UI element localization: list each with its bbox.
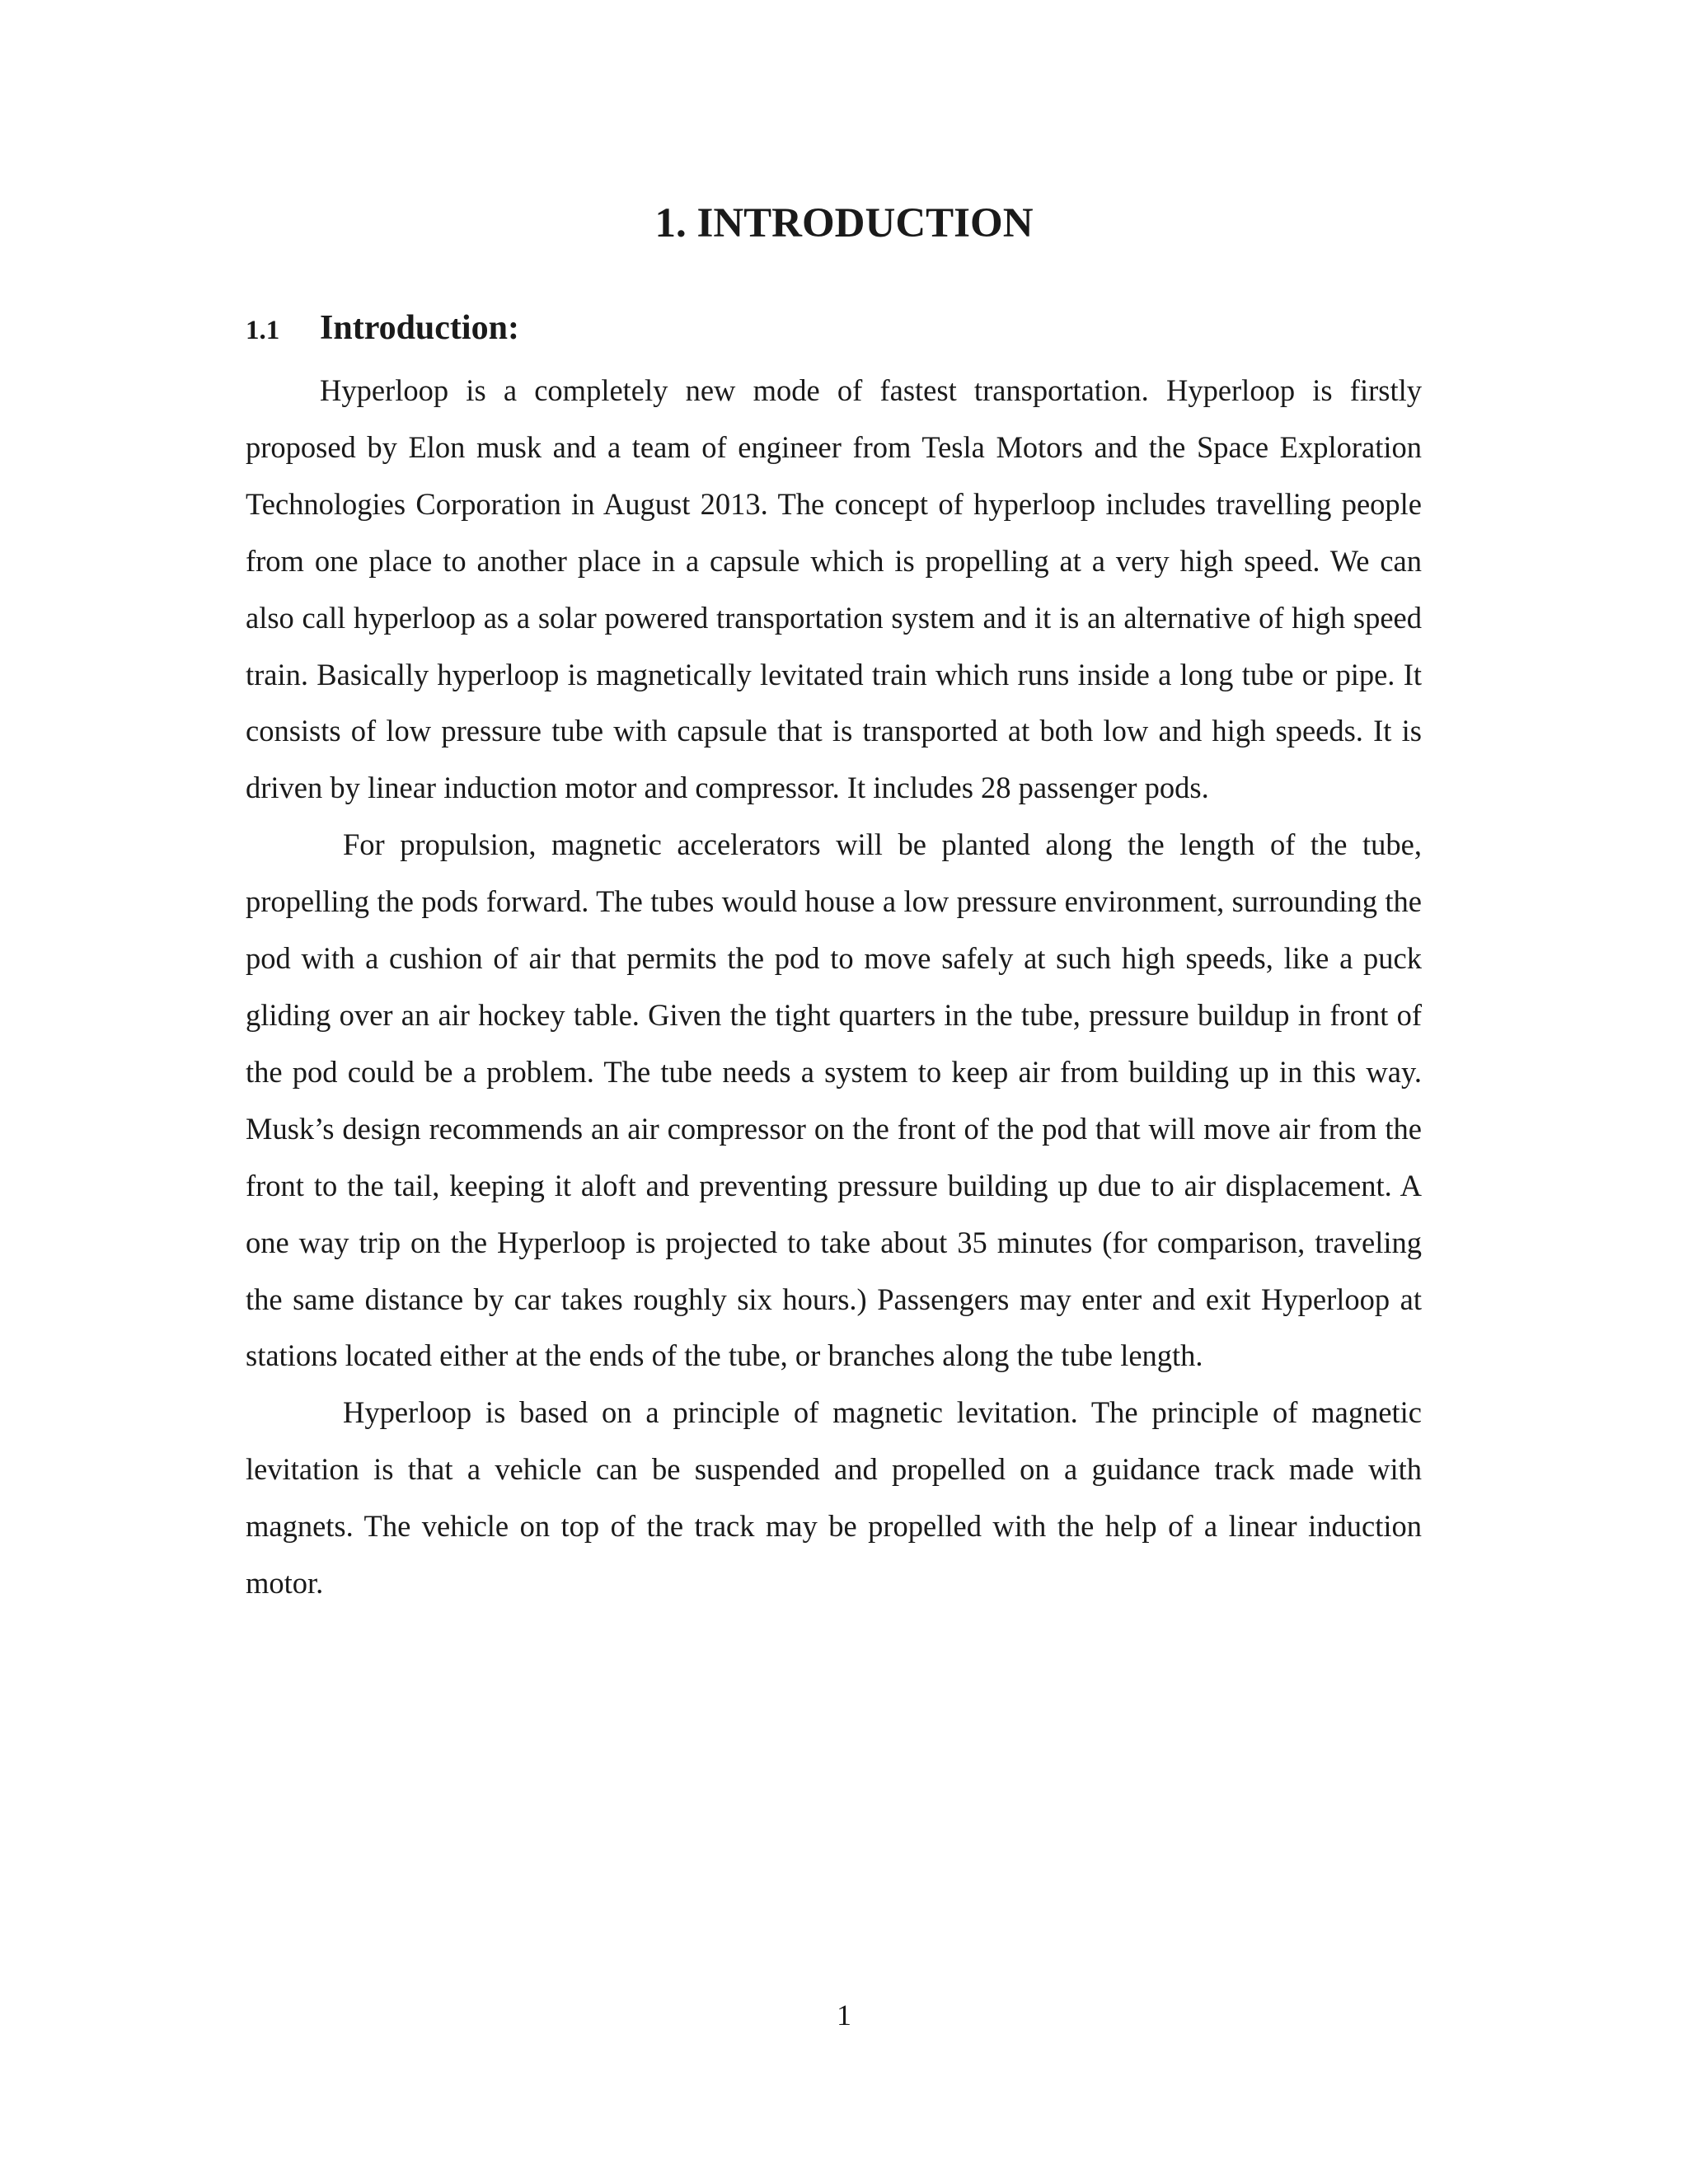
page-number: 1 — [837, 1999, 851, 2032]
paragraph-hyperloop-overview: Hyperloop is a completely new mode of fastest transportation. Hyperloop is firstly proposed by Elon musk and a team of engineer from Tesla Motors and the Space Exploration Technologies Corporation in August 2013. The concept of hyperloop includes travelling people from one place to another place in a capsule which is propelling at a very high speed. We can also call hyperloop as a solar powered transportation system and it is an alternative of high speed train. Basically hyperloop is magnetically levitated train which runs inside a long tube or pipe. It consists of low pressure tube with capsule that is transported at both low and high speeds. It is driven by linear induction motor and compressor. It includes 28 passenger pods. — [246, 373, 1422, 805]
body-text — [246, 363, 1422, 1612]
section-heading — [246, 303, 519, 358]
section-title: Introduction: — [320, 309, 519, 347]
paragraph-magnetic-levitation: Hyperloop is based on a principle of magnetic levitation. The principle of magnetic levitation is that a vehicle can be suspended and propelled on a guidance track made with magnets. The vehicle on top of the track may be propelled with the help of a linear induction motor. — [246, 1395, 1422, 1601]
section-number: 1.1 — [246, 316, 280, 345]
chapter-title: 1. INTRODUCTION — [654, 200, 1034, 246]
paragraph-propulsion: For propulsion, magnetic accelerators will be planted along the length of the tube, propelling the pods forward. The tubes would house a low pressure environment, surrounding the pod with a cushion of air that permits the pod to move safely at such high speeds, like a puck gliding over an air hockey table. Given the tight quarters in the tube, pressure buildup in front of the pod could be a problem. The tube needs a system to keep air from building up in this way. Musk’s design recommends an air compressor on the front of the pod that will move air from the front to the tail, keeping it aloft and preventing pressure building up due to air displacement. A one way trip on the Hyperloop is projected to take about 35 minutes (for comparison, traveling the same distance by car takes roughly six hours.) Passengers may enter and exit Hyperloop at stations located either at the ends of the tube, or branches along the tube length. — [246, 827, 1422, 1373]
